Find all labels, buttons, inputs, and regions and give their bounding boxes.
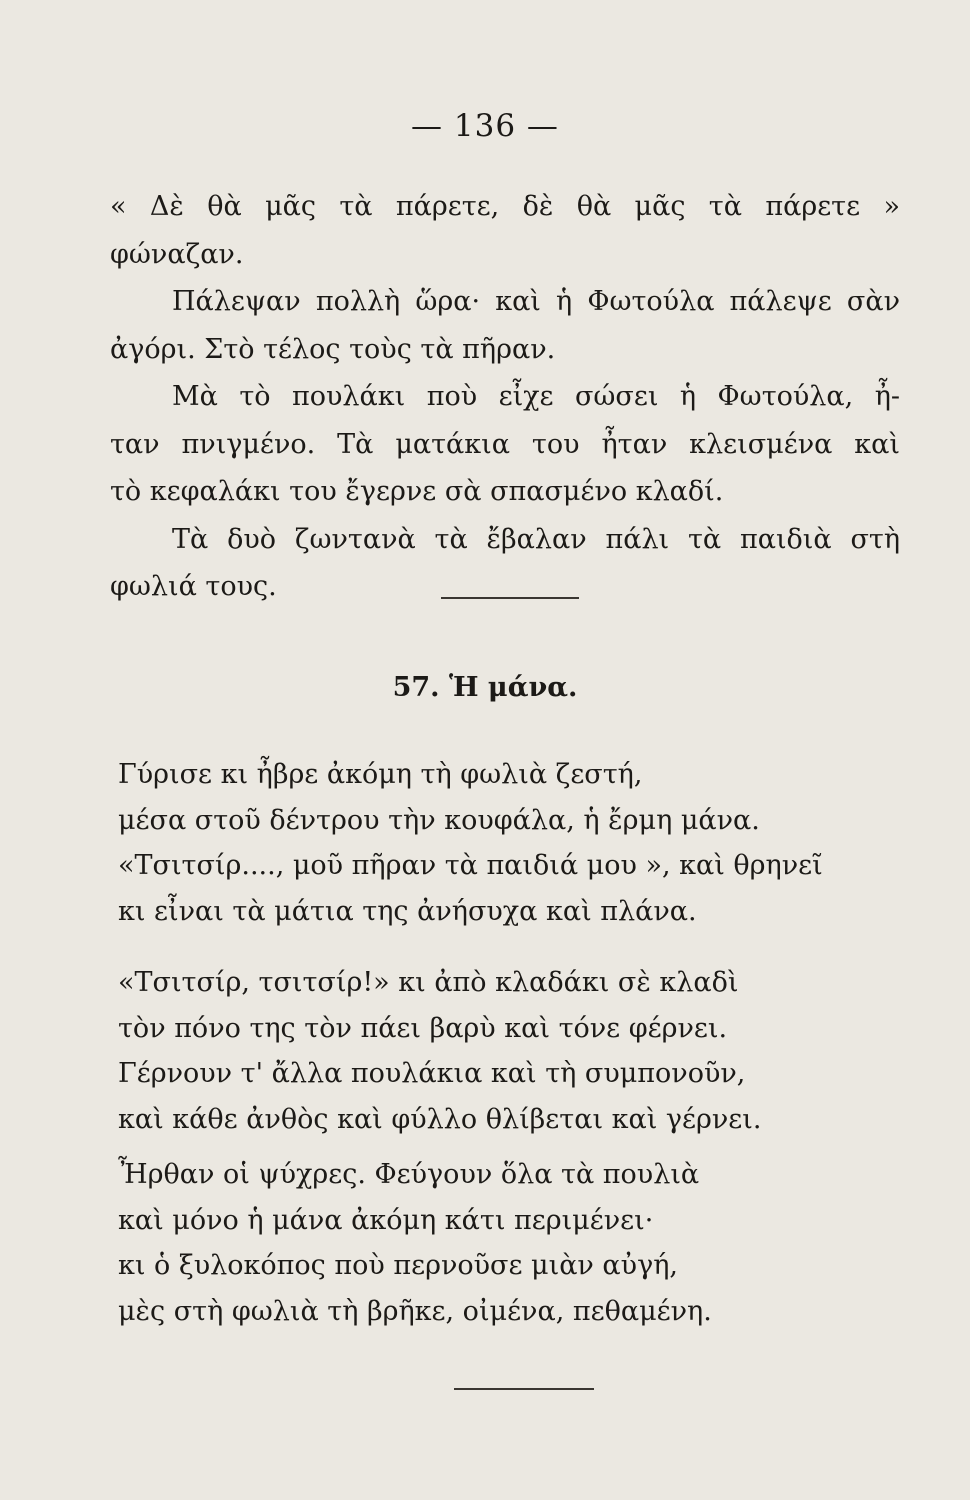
prose-line: ἀγόρι. Στὸ τέλος τοὺς τὰ πῆραν. [110,333,556,365]
poem-line: μέσα στοῦ δέντρου τὴν κουφάλα, ἡ ἔρμη μάνα. [118,804,760,836]
page-number: — 136 — [411,108,559,144]
prose-line: τὸ κεφαλάκι του ἔγερνε σὰ σπασμένο κλαδί. [110,476,724,507]
poem-line: Γύρισε κι ἦβρε ἀκόμη τὴ φωλιὰ ζεστή, [118,759,643,790]
poem-line: Γέρνουν τ' ἄλλα πουλάκια καὶ τὴ συμπονοῦν, [118,1058,746,1089]
prose-line: Πάλεψαν πολλὴ ὥρα· καὶ ἡ Φωτούλα πάλεψε σὰν [172,286,900,317]
prose-line: Μὰ τὸ πουλάκι ποὺ εἶχε σώσει ἡ Φωτούλα, ἦ- [172,381,900,412]
poem-line: καὶ μόνο ἡ μάνα ἀκόμη κάτι περιμένει· [118,1204,654,1236]
section-divider [441,597,579,599]
poem-line: τὸν πόνο της τὸν πάει βαρὺ καὶ τόνε φέρνει. [118,1012,728,1044]
poem-line: καὶ κάθε ἀνθὸς καὶ φύλλο θλίβεται καὶ γέρνει. [118,1103,762,1135]
prose-line: « Δὲ θὰ μᾶς τὰ πάρετε, δὲ θὰ μᾶς τὰ πάρετε » [110,191,900,222]
poem-line: κι ὁ ξυλοκόπος ποὺ περνοῦσε μιὰν αὐγή, [118,1250,678,1281]
poem-line: «Τσιτσίρ...., μοῦ πῆραν τὰ παιδιά μου », καὶ θρηνεῖ [118,850,823,881]
prose-line: Τὰ δυὸ ζωντανὰ τὰ ἔβαλαν πάλι τὰ παιδιὰ στὴ [172,523,900,555]
poem-line: Ἦρθαν οἱ ψύχρες. Φεύγουν ὅλα τὰ πουλιὰ [118,1159,700,1190]
poem-stanza [118,1152,918,1334]
end-divider [454,1388,594,1390]
poem-stanza [118,752,918,934]
poem-line: κι εἶναι τὰ μάτια της ἀνήσυχα καὶ πλάνα. [118,895,697,927]
section-title: 57. Ἡ μάνα. [392,672,578,703]
prose-block [110,183,900,611]
prose-line: ταν πνιγμένο. Τὰ ματάκια του ἦταν κλεισμένα καὶ [110,428,900,460]
poem-line: μὲς στὴ φωλιὰ τὴ βρῆκε, οἰμένα, πεθαμένη. [118,1295,712,1327]
poem-stanza [118,960,918,1142]
prose-line: φωλιά τους. [110,571,277,602]
poem-line: «Τσιτσίρ, τσιτσίρ!» κι ἀπὸ κλαδάκι σὲ κλαδὶ [118,967,739,998]
prose-line: φώναζαν. [110,238,244,270]
